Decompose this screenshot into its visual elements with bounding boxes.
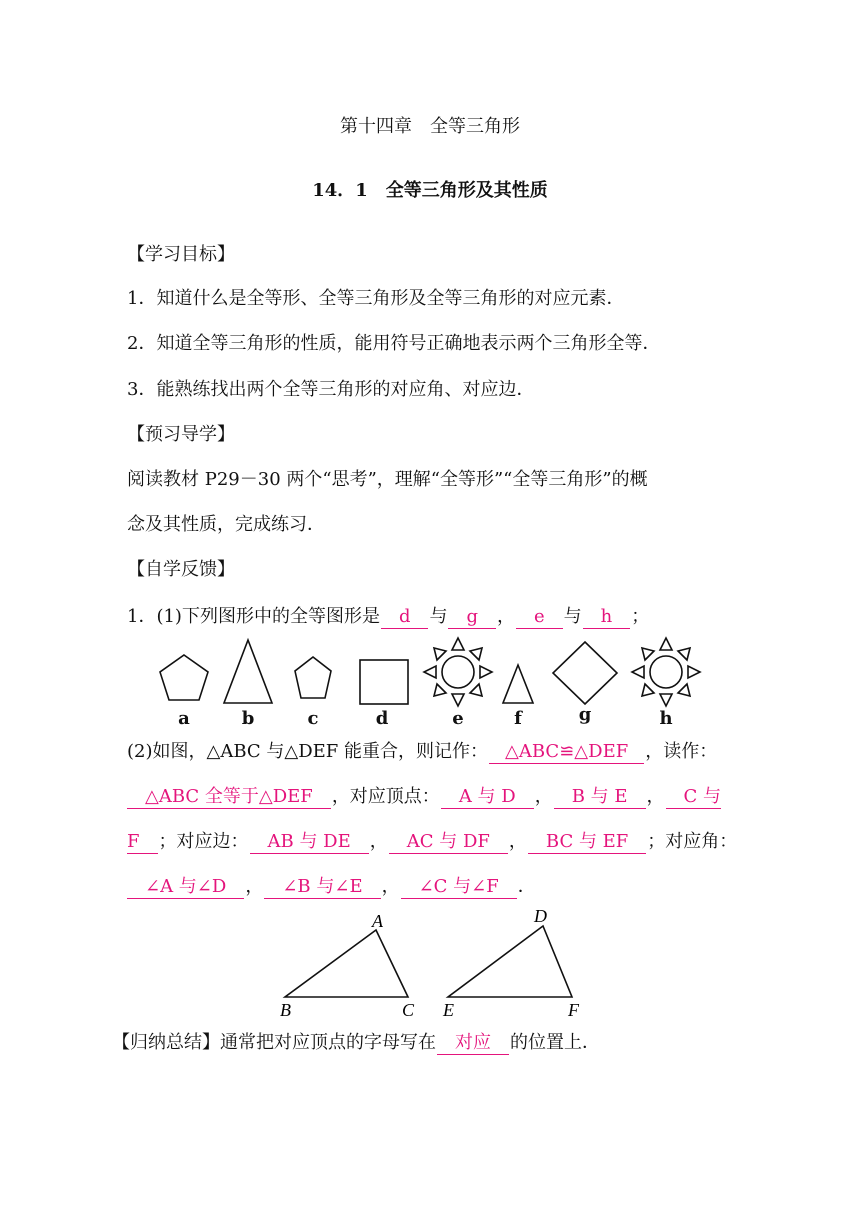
vertex-label-a: A [372, 911, 383, 931]
answer-blank: F [127, 831, 158, 854]
vertex-label-d: D [534, 906, 547, 926]
answer-blank: A 与 D [441, 786, 534, 809]
summary-text: 通常把对应顶点的字母写在 [220, 1032, 436, 1053]
q1-text: 与 [563, 606, 582, 627]
shape-label-a: a [178, 708, 190, 729]
vertex-label-f: F [568, 1000, 579, 1020]
answer-blank: B 与 E [554, 786, 646, 809]
summary-line [112, 1028, 770, 1058]
q1-text: ； [631, 606, 650, 627]
vertex-label-e: E [443, 1000, 454, 1020]
q2-text: ， [646, 786, 665, 807]
answer-blank: AB 与 DE [250, 831, 369, 854]
answer-blank: ∠B 与∠E [264, 876, 380, 899]
q1-text: 与 [429, 606, 448, 627]
q2-text: ． [517, 876, 536, 897]
answer-blank: h [583, 606, 631, 629]
shape-label-h: h [659, 708, 673, 729]
q2-text: (2)如图，△ABC 与△DEF 能重合，则记作： [127, 741, 489, 762]
shape-label-e: e [452, 708, 464, 729]
q2-text: ；对应边： [158, 831, 249, 852]
q2-text: ， [534, 786, 553, 807]
q2-text: ， [245, 876, 264, 897]
q2-text: ，对应顶点： [331, 786, 440, 807]
q1-prefix: 1．(1)下列图形中的全等图形是 [127, 606, 380, 627]
triangle-abc [285, 930, 408, 997]
preview-line-1: 阅读教材 P29－30 两个“思考”，理解“全等形”“全等三角形”的概 [127, 469, 648, 490]
answer-blank: ∠C 与∠F [401, 876, 517, 899]
preview-heading: 【预习导学】 [127, 424, 235, 445]
preview-line-2: 念及其性质，完成练习． [127, 514, 325, 535]
chapter-title: 第十四章 全等三角形 [340, 116, 520, 137]
answer-blank: d [381, 606, 429, 629]
goal-item-2: 2．知道全等三角形的性质，能用符号正确地表示两个三角形全等． [127, 333, 661, 354]
goal-item-3: 3．能熟练找出两个全等三角形的对应角、对应边． [127, 379, 535, 400]
q2-text: ， [508, 831, 527, 852]
vertex-label-b: B [280, 1000, 291, 1020]
q2-text: ；对应角： [647, 831, 738, 852]
answer-blank: e [516, 606, 563, 629]
feedback-heading: 【自学反馈】 [127, 559, 235, 580]
answer-blank: BC 与 EF [528, 831, 646, 854]
shape-label-b: b [241, 708, 255, 729]
q1-text: ， [497, 606, 516, 627]
answer-blank: △ABC 全等于△DEF [127, 786, 331, 809]
shape-label-c: c [307, 708, 319, 729]
q2-text: ，读作： [645, 741, 718, 762]
q2-text: ， [369, 831, 388, 852]
section-title: 14．1 全等三角形及其性质 [312, 180, 548, 201]
summary-text: 的位置上． [510, 1032, 600, 1053]
answer-blank: g [448, 606, 496, 629]
q2-text: ， [381, 876, 400, 897]
triangle-def [448, 926, 572, 997]
answer-blank: C 与 [666, 786, 722, 809]
vertex-label-c: C [402, 1000, 415, 1020]
goals-heading: 【学习目标】 [127, 244, 235, 265]
answer-blank: ∠A 与∠D [127, 876, 244, 899]
goal-item-1: 1．知道什么是全等形、全等三角形及全等三角形的对应元素． [127, 288, 625, 309]
shape-label-f: f [514, 708, 522, 729]
answer-blank: 对应 [437, 1032, 509, 1055]
shape-label-g: g [578, 704, 592, 725]
shape-label-d: d [375, 708, 389, 729]
summary-heading: 【归纳总结】 [112, 1032, 220, 1053]
answer-blank: AC 与 DF [389, 831, 508, 854]
answer-blank: △ABC≌△DEF [489, 741, 644, 764]
